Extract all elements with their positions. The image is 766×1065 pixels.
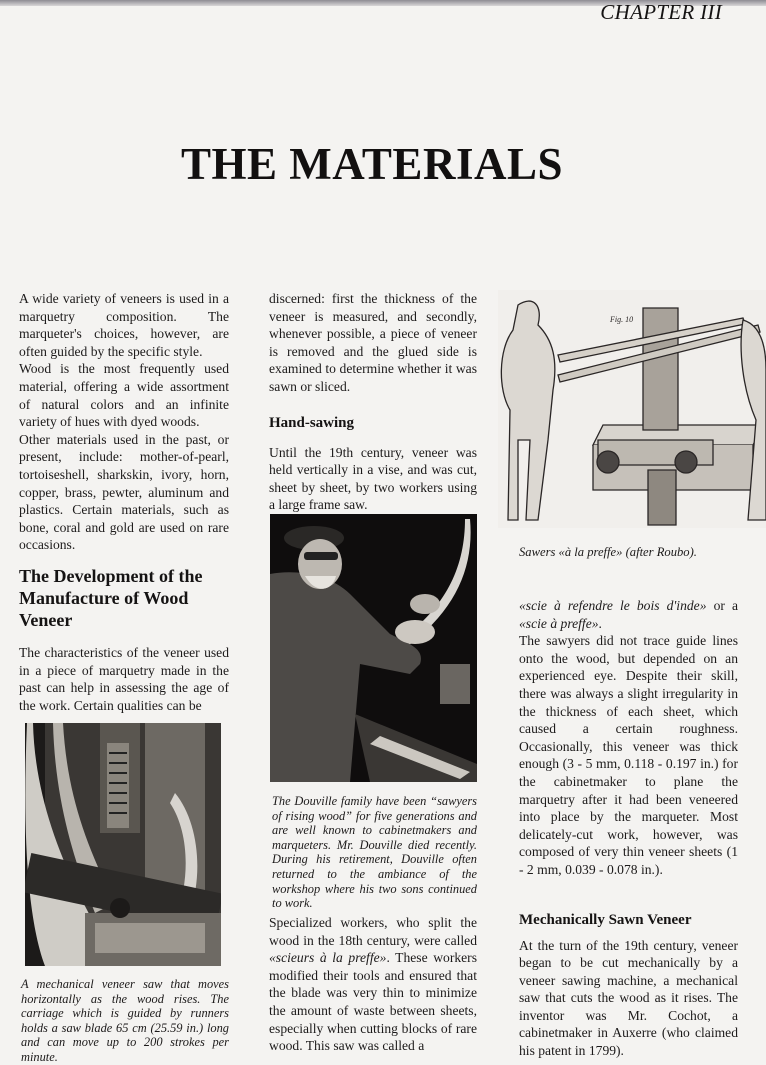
section-paragraph-development: The characteristics of the veneer used in a piece of marquetry made in the past can help in assessing the age of the work. Certain qualities can be	[19, 645, 229, 713]
roubo-engraving-caption: Sawers «à la preffe» (after Roubo).	[519, 545, 697, 559]
mechanical-saw-illustration	[25, 723, 221, 966]
intro-paragraph-1: A wide variety of veneers is used in a marquetry composition. The marqueter's choices, however, are often guided by the specific style.	[19, 291, 229, 359]
subheading-mechanically-sawn: Mechanically Sawn Veneer	[519, 911, 692, 928]
column-2-top	[269, 290, 477, 514]
term-scieurs-a-la-preffe: «scieurs à la preffe»	[269, 950, 387, 966]
column-3-text	[519, 597, 738, 1060]
engraving-figure-label: Fig. 10	[610, 315, 634, 324]
paragraph-mechanical-saw: At the turn of the 19th century, veneer began to be cut mechanically by a veneer sawing machine, a mechanical saw that cuts the wood as it rises. The inventor was Mr. Cochot, a cabinetmaker in Auxerre (who claimed his patent in 1799).	[519, 937, 738, 1059]
douville-portrait-photo	[270, 514, 477, 782]
paragraph-saw-names	[519, 597, 738, 632]
section-heading-development: The Development of the Manufacture of Wood Veneer	[19, 566, 203, 630]
intro-paragraph-2: Wood is the most frequently used material, offering a wide assortment of natural colors and an infinite variety of hues with dyed woods.	[19, 361, 229, 430]
column-2-bottom	[269, 914, 477, 1055]
douville-portrait-caption: The Douville family have been “sawyers of rising wood” for five generations and are well known to cabinetmakers and marqueters. Mr. Douville died recently. During his retirement, Douville often returned to the ambiance of the workshop where his two sons continued to work.	[272, 794, 477, 911]
saw-names-end: .	[598, 615, 602, 631]
page-title: THE MATERIALS	[181, 139, 563, 189]
sawyers-engraving-illustration	[498, 290, 766, 528]
roubo-engraving	[498, 290, 766, 528]
column-1-intro	[19, 290, 229, 554]
paragraph-discerned: discerned: first the thickness of the veneer is measured, and secondly, whenever possible, a piece of veneer is removed and the glued side is examined to determine whether it was sawn or sliced.	[269, 291, 477, 394]
paragraph-specialized-workers	[269, 914, 477, 1055]
mechanical-saw-caption: A mechanical veneer saw that moves horizontally as the wood rises. The carriage which is guided by runners holds a saw blade 65 cm (25.59 in.) long and can move up to 200 strokes per minute.	[21, 977, 229, 1064]
paragraph-hand-sawing: Until the 19th century, veneer was held vertically in a vise, and was cut, sheet by sheet, by two workers using a large frame saw.	[269, 444, 477, 513]
subheading-hand-sawing: Hand-sawing	[269, 414, 355, 431]
intro-paragraph-3: Other materials used in the past, or present, include: mother-of-pearl, tortoiseshell, sharkskin, ivory, horn, copper, brass, pewter, aluminum and plastics. Certain materials, such as bone, coral and gold are used on rare occasions.	[19, 431, 229, 553]
mechanical-saw-photo	[25, 723, 221, 966]
column-1-section	[19, 565, 229, 714]
specialized-workers-text-1: Specialized workers, who split the wood in the 18th century, were called	[269, 915, 477, 948]
term-scie-a-preffe: «scie à preffe»	[519, 615, 599, 631]
saw-names-connector: or a	[706, 598, 738, 613]
douville-portrait-illustration	[270, 514, 477, 782]
specialized-workers-text-2: . These workers modified their tools and ensured that the blade was very thin to minimize the amount of waste between sheets, especially when cutting blocks of rare wood. This saw was called a	[269, 950, 478, 1054]
term-scie-a-refendre: «scie à refendre le bois d'inde»	[519, 598, 707, 613]
chapter-label: CHAPTER III	[600, 0, 722, 24]
paragraph-sawyers-skill: The sawyers did not trace guide lines onto the wood, but depended on an experienced eye. Despite their skill, there was always a slight irregularity in the thickness of each sheet, which caused a certain roughness. Occasionally, this veneer was thick enough (3 - 5 mm, 0.118 - 0.197 in.) for the cabinetmaker to plane the marquetry after it had been veneered into place by the marqueter. Most delicately-cut work, however, was composed of very thin veneer sheets (1 - 2 mm, 0.039 - 0.078 in.).	[519, 633, 738, 877]
